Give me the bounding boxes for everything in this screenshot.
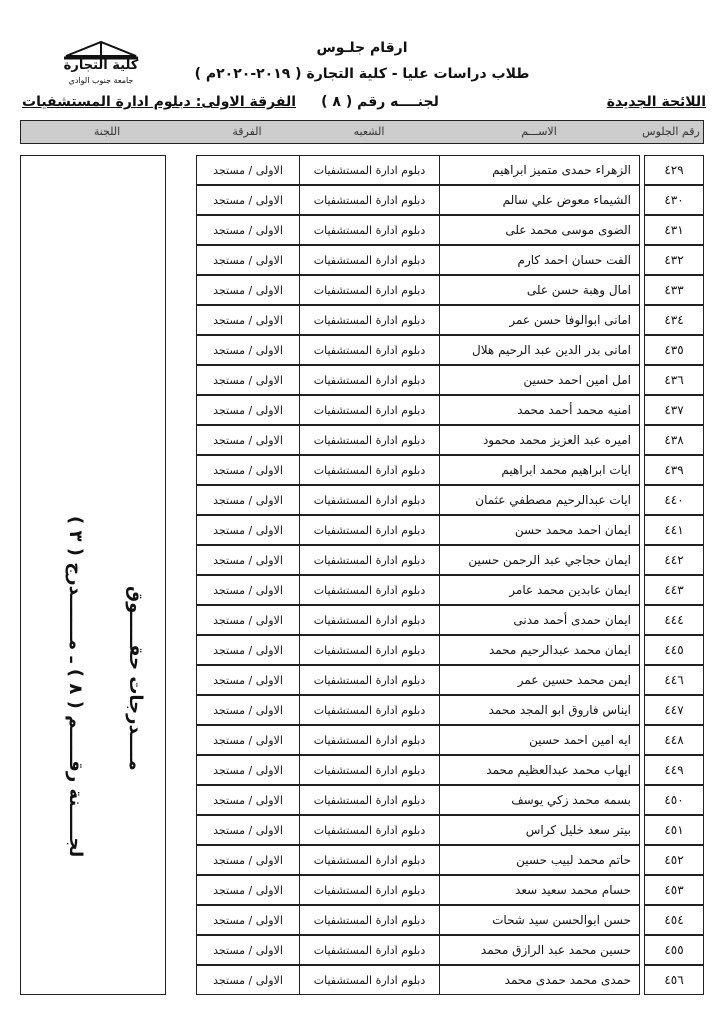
year-cell: الاولى / مستجد bbox=[196, 725, 300, 755]
year-cell: الاولى / مستجد bbox=[196, 215, 300, 245]
division-cell: دبلوم ادارة المستشفيات bbox=[300, 485, 440, 515]
division-cell: دبلوم ادارة المستشفيات bbox=[300, 185, 440, 215]
seat-number: ٤٣٨ bbox=[644, 425, 704, 455]
seat-number: ٤٥٢ bbox=[644, 845, 704, 875]
year-cell: الاولى / مستجد bbox=[196, 275, 300, 305]
division-cell: دبلوم ادارة المستشفيات bbox=[300, 965, 440, 995]
division-cell: دبلوم ادارة المستشفيات bbox=[300, 545, 440, 575]
year-cell: الاولى / مستجد bbox=[196, 755, 300, 785]
year-cell: الاولى / مستجد bbox=[196, 965, 300, 995]
student-name: بيتر سعد خليل كراس bbox=[440, 815, 640, 845]
seat-number: ٤٣٧ bbox=[644, 395, 704, 425]
division-cell: دبلوم ادارة المستشفيات bbox=[300, 275, 440, 305]
student-name: امانى بدر الدين عبد الرحيم هلال bbox=[440, 335, 640, 365]
division-cell: دبلوم ادارة المستشفيات bbox=[300, 755, 440, 785]
year-cell: الاولى / مستجد bbox=[196, 635, 300, 665]
col-division: الشعبه bbox=[353, 125, 385, 138]
division-cell: دبلوم ادارة المستشفيات bbox=[300, 725, 440, 755]
seat-number: ٤٤٧ bbox=[644, 695, 704, 725]
seat-number: ٤٣٠ bbox=[644, 185, 704, 215]
student-name: امال وهبة حسن على bbox=[440, 275, 640, 305]
seat-number: ٤٥١ bbox=[644, 815, 704, 845]
seat-number: ٤٥٣ bbox=[644, 875, 704, 905]
committee-cell bbox=[20, 155, 166, 995]
year-label: الفرقة الاولى: bbox=[195, 94, 297, 110]
year-cell: الاولى / مستجد bbox=[196, 905, 300, 935]
division-cell: دبلوم ادارة المستشفيات bbox=[300, 395, 440, 425]
division-cell: دبلوم ادارة المستشفيات bbox=[300, 305, 440, 335]
seat-number: ٤٤٢ bbox=[644, 545, 704, 575]
year-cell: الاولى / مستجد bbox=[196, 305, 300, 335]
division-cell: دبلوم ادارة المستشفيات bbox=[300, 155, 440, 185]
seat-number: ٤٤٥ bbox=[644, 635, 704, 665]
division-cell: دبلوم ادارة المستشفيات bbox=[300, 605, 440, 635]
student-name: حمدى محمد حمدى محمد bbox=[440, 965, 640, 995]
col-name: الاســـم bbox=[521, 125, 557, 138]
year-cell: الاولى / مستجد bbox=[196, 365, 300, 395]
student-name: حاتم محمد لبيب حسين bbox=[440, 845, 640, 875]
year-cell: الاولى / مستجد bbox=[196, 875, 300, 905]
seat-number: ٤٣٩ bbox=[644, 455, 704, 485]
year-cell: الاولى / مستجد bbox=[196, 335, 300, 365]
year-cell: الاولى / مستجد bbox=[196, 185, 300, 215]
division-cell: دبلوم ادارة المستشفيات bbox=[300, 245, 440, 275]
table-header bbox=[20, 120, 704, 144]
division-cell: دبلوم ادارة المستشفيات bbox=[300, 935, 440, 965]
year-cell: الاولى / مستجد bbox=[196, 425, 300, 455]
year-cell: الاولى / مستجد bbox=[196, 545, 300, 575]
committee-vertical-1: لجـــــنة رقـــــم ( ٨ ) ـ مـــــــدرج ( ٣ ) bbox=[65, 516, 86, 858]
logo-line1: كلية التجارة bbox=[63, 58, 139, 73]
student-name: ايات عبدالرحيم مصطفي عثمان bbox=[440, 485, 640, 515]
seat-number: ٤٤١ bbox=[644, 515, 704, 545]
student-name: امانى ابوالوفا حسن عمر bbox=[440, 305, 640, 335]
col-seat: رقم الجلوس bbox=[642, 125, 700, 138]
student-name: امنيه محمد أحمد محمد bbox=[440, 395, 640, 425]
student-name: حسن ابوالحسن سيد شحات bbox=[440, 905, 640, 935]
student-name: الزهراء حمدى متميز ابراهيم bbox=[440, 155, 640, 185]
year-value: دبلوم ادارة المستشفيات bbox=[22, 94, 191, 110]
division-cell: دبلوم ادارة المستشفيات bbox=[300, 365, 440, 395]
seat-number: ٤٥٠ bbox=[644, 785, 704, 815]
page-subtitle: طلاب دراسات عليا - كلية التجارة ( ٢٠١٩-٢٠٢٠م ) bbox=[194, 66, 530, 82]
student-name: ايمان احمد محمد حسن bbox=[440, 515, 640, 545]
seat-number: ٤٤٨ bbox=[644, 725, 704, 755]
year-cell: الاولى / مستجد bbox=[196, 485, 300, 515]
seat-number: ٤٣٣ bbox=[644, 275, 704, 305]
division-cell: دبلوم ادارة المستشفيات bbox=[300, 815, 440, 845]
year-cell: الاولى / مستجد bbox=[196, 455, 300, 485]
division-cell: دبلوم ادارة المستشفيات bbox=[300, 515, 440, 545]
division-cell: دبلوم ادارة المستشفيات bbox=[300, 905, 440, 935]
seat-number: ٤٤٣ bbox=[644, 575, 704, 605]
student-name: ايمان محمد عبدالرحيم محمد bbox=[440, 635, 640, 665]
student-name: ايمن محمد حسين عمر bbox=[440, 665, 640, 695]
seat-number: ٤٥٦ bbox=[644, 965, 704, 995]
seat-number: ٤٣٢ bbox=[644, 245, 704, 275]
student-name: الضوى موسى محمد على bbox=[440, 215, 640, 245]
student-name: ايه امين احمد حسين bbox=[440, 725, 640, 755]
year-cell: الاولى / مستجد bbox=[196, 605, 300, 635]
division-cell: دبلوم ادارة المستشفيات bbox=[300, 845, 440, 875]
division-cell: دبلوم ادارة المستشفيات bbox=[300, 875, 440, 905]
student-name: امل امين احمد حسين bbox=[440, 365, 640, 395]
student-name: ايمان حمدى أحمد مدنى bbox=[440, 605, 640, 635]
student-name: ايهاب محمد عبدالعظيم محمد bbox=[440, 755, 640, 785]
committee-label: لجنــــه رقم ( ٨ ) bbox=[321, 94, 439, 110]
division-cell: دبلوم ادارة المستشفيات bbox=[300, 785, 440, 815]
division-cell: دبلوم ادارة المستشفيات bbox=[300, 215, 440, 245]
logo-line2: جامعة جنوب الوادي bbox=[68, 76, 134, 85]
year-cell: الاولى / مستجد bbox=[196, 815, 300, 845]
year-cell: الاولى / مستجد bbox=[196, 785, 300, 815]
year-header bbox=[22, 94, 296, 110]
seat-number: ٤٣١ bbox=[644, 215, 704, 245]
col-year: الفرقة bbox=[232, 125, 262, 138]
student-name: بسمه محمد زكي يوسف bbox=[440, 785, 640, 815]
division-cell: دبلوم ادارة المستشفيات bbox=[300, 695, 440, 725]
seat-number: ٤٣٦ bbox=[644, 365, 704, 395]
division-cell: دبلوم ادارة المستشفيات bbox=[300, 635, 440, 665]
student-name: الشيماء معوض علي سالم bbox=[440, 185, 640, 215]
page-title: ارقام جلـوس bbox=[316, 40, 408, 56]
seat-number: ٤٣٤ bbox=[644, 305, 704, 335]
seat-number: ٤٣٥ bbox=[644, 335, 704, 365]
regulation-label: اللائحة الجديدة bbox=[606, 94, 706, 110]
division-cell: دبلوم ادارة المستشفيات bbox=[300, 425, 440, 455]
year-cell: الاولى / مستجد bbox=[196, 845, 300, 875]
seat-number: ٤٥٤ bbox=[644, 905, 704, 935]
seat-number: ٤٥٥ bbox=[644, 935, 704, 965]
division-cell: دبلوم ادارة المستشفيات bbox=[300, 455, 440, 485]
seat-number: ٤٢٩ bbox=[644, 155, 704, 185]
year-cell: الاولى / مستجد bbox=[196, 935, 300, 965]
student-name: الفت حسان احمد كارم bbox=[440, 245, 640, 275]
year-cell: الاولى / مستجد bbox=[196, 155, 300, 185]
student-name: ايات ابراهيم محمد ابراهيم bbox=[440, 455, 640, 485]
seat-number: ٤٤٠ bbox=[644, 485, 704, 515]
division-cell: دبلوم ادارة المستشفيات bbox=[300, 575, 440, 605]
seat-number: ٤٤٤ bbox=[644, 605, 704, 635]
student-name: ايناس فاروق ابو المجد محمد bbox=[440, 695, 640, 725]
student-name: حسين محمد عبد الرازق محمد bbox=[440, 935, 640, 965]
seat-number: ٤٤٦ bbox=[644, 665, 704, 695]
student-name: حسام محمد سعيد سعد bbox=[440, 875, 640, 905]
committee-vertical-2: مــــدرجات حقـــــوق bbox=[125, 586, 146, 771]
student-name: ايمان عابدين محمد عامر bbox=[440, 575, 640, 605]
student-name: اميره عبد العزيز محمد محمود bbox=[440, 425, 640, 455]
seat-number: ٤٤٩ bbox=[644, 755, 704, 785]
year-cell: الاولى / مستجد bbox=[196, 695, 300, 725]
division-cell: دبلوم ادارة المستشفيات bbox=[300, 335, 440, 365]
year-cell: الاولى / مستجد bbox=[196, 515, 300, 545]
student-name: ايمان حجاجي عبد الرحمن حسين bbox=[440, 545, 640, 575]
year-cell: الاولى / مستجد bbox=[196, 665, 300, 695]
col-committee: اللجنة bbox=[93, 125, 121, 138]
year-cell: الاولى / مستجد bbox=[196, 245, 300, 275]
year-cell: الاولى / مستجد bbox=[196, 575, 300, 605]
division-cell: دبلوم ادارة المستشفيات bbox=[300, 665, 440, 695]
year-cell: الاولى / مستجد bbox=[196, 395, 300, 425]
